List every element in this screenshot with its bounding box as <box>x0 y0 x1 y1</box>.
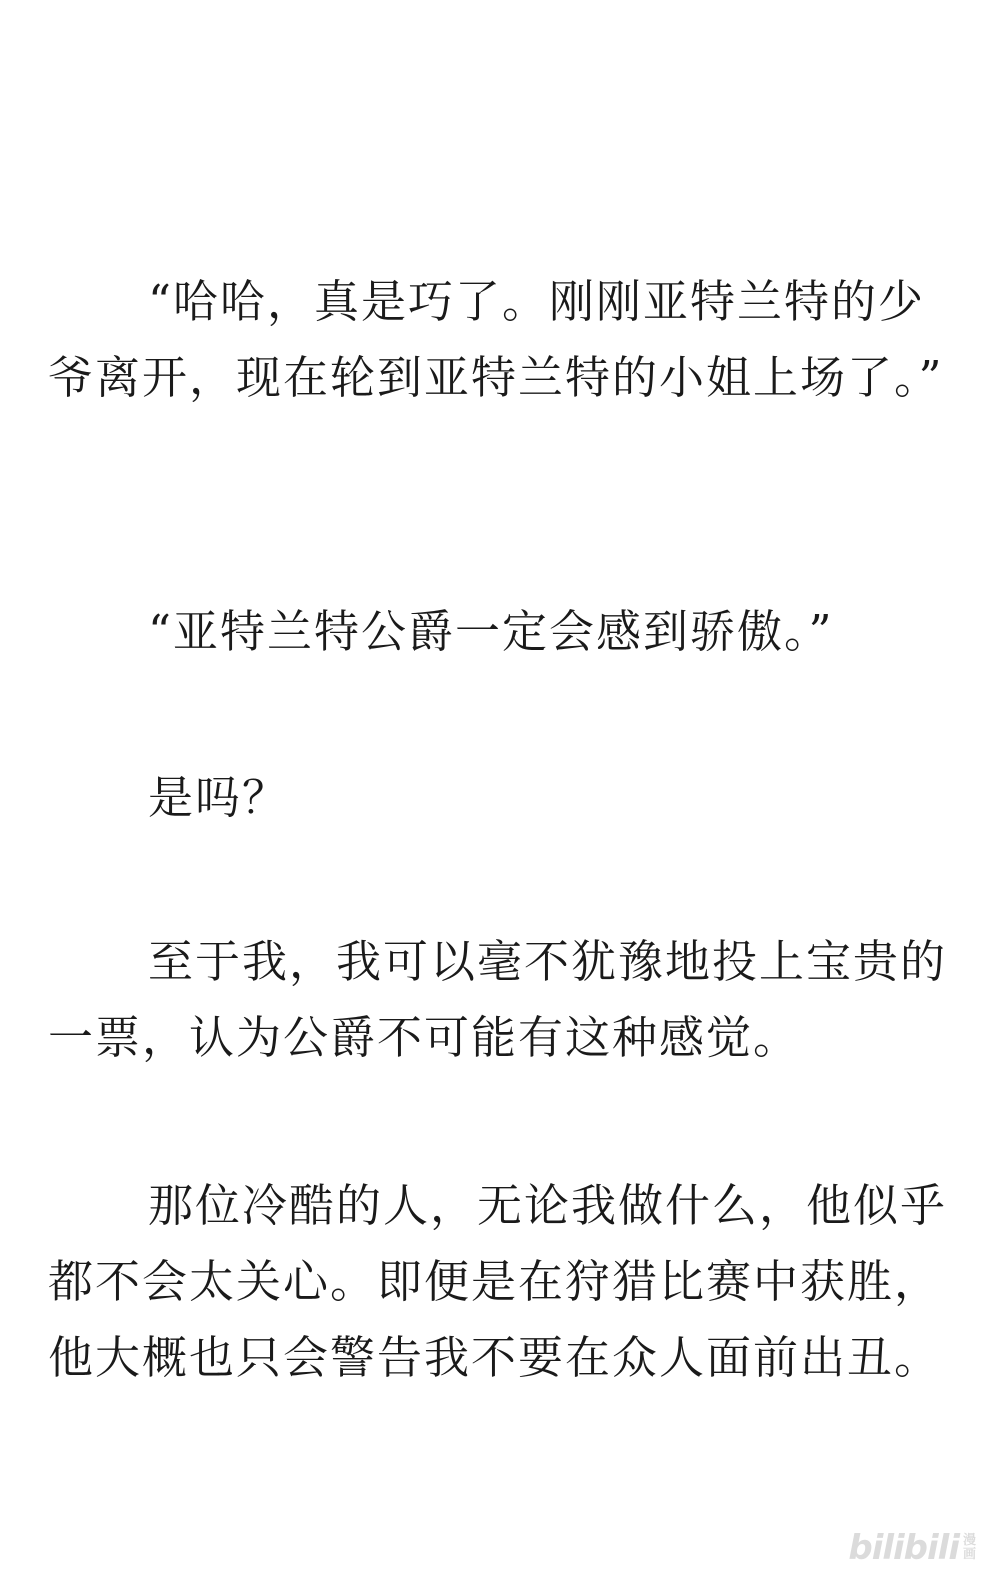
watermark-sub-top: 漫 <box>962 1533 976 1548</box>
paragraph-2: “亚特兰特公爵一定会感到骄傲。” <box>148 605 834 658</box>
paragraph-5: 那位冷酷的人，无论我做什么，他似乎都不会太关心。即便是在狩猎比赛中获胜，他大概也只会警告我不要在众人面前出丑。 <box>48 1179 948 1384</box>
bilibili-comics-watermark <box>848 1528 976 1568</box>
watermark-sub <box>963 1534 976 1562</box>
watermark-sub-bottom: 画 <box>962 1547 976 1562</box>
paragraph-1: “哈哈，真是巧了。刚刚亚特兰特的少爷离开，现在轮到亚特兰特的小姐上场了。” <box>48 275 944 404</box>
paragraph-3: 是吗？ <box>148 771 290 824</box>
watermark-brand: bilibili <box>848 1528 959 1568</box>
paragraph-4: 至于我，我可以毫不犹豫地投上宝贵的一票，认为公爵不可能有这种感觉。 <box>48 935 948 1064</box>
